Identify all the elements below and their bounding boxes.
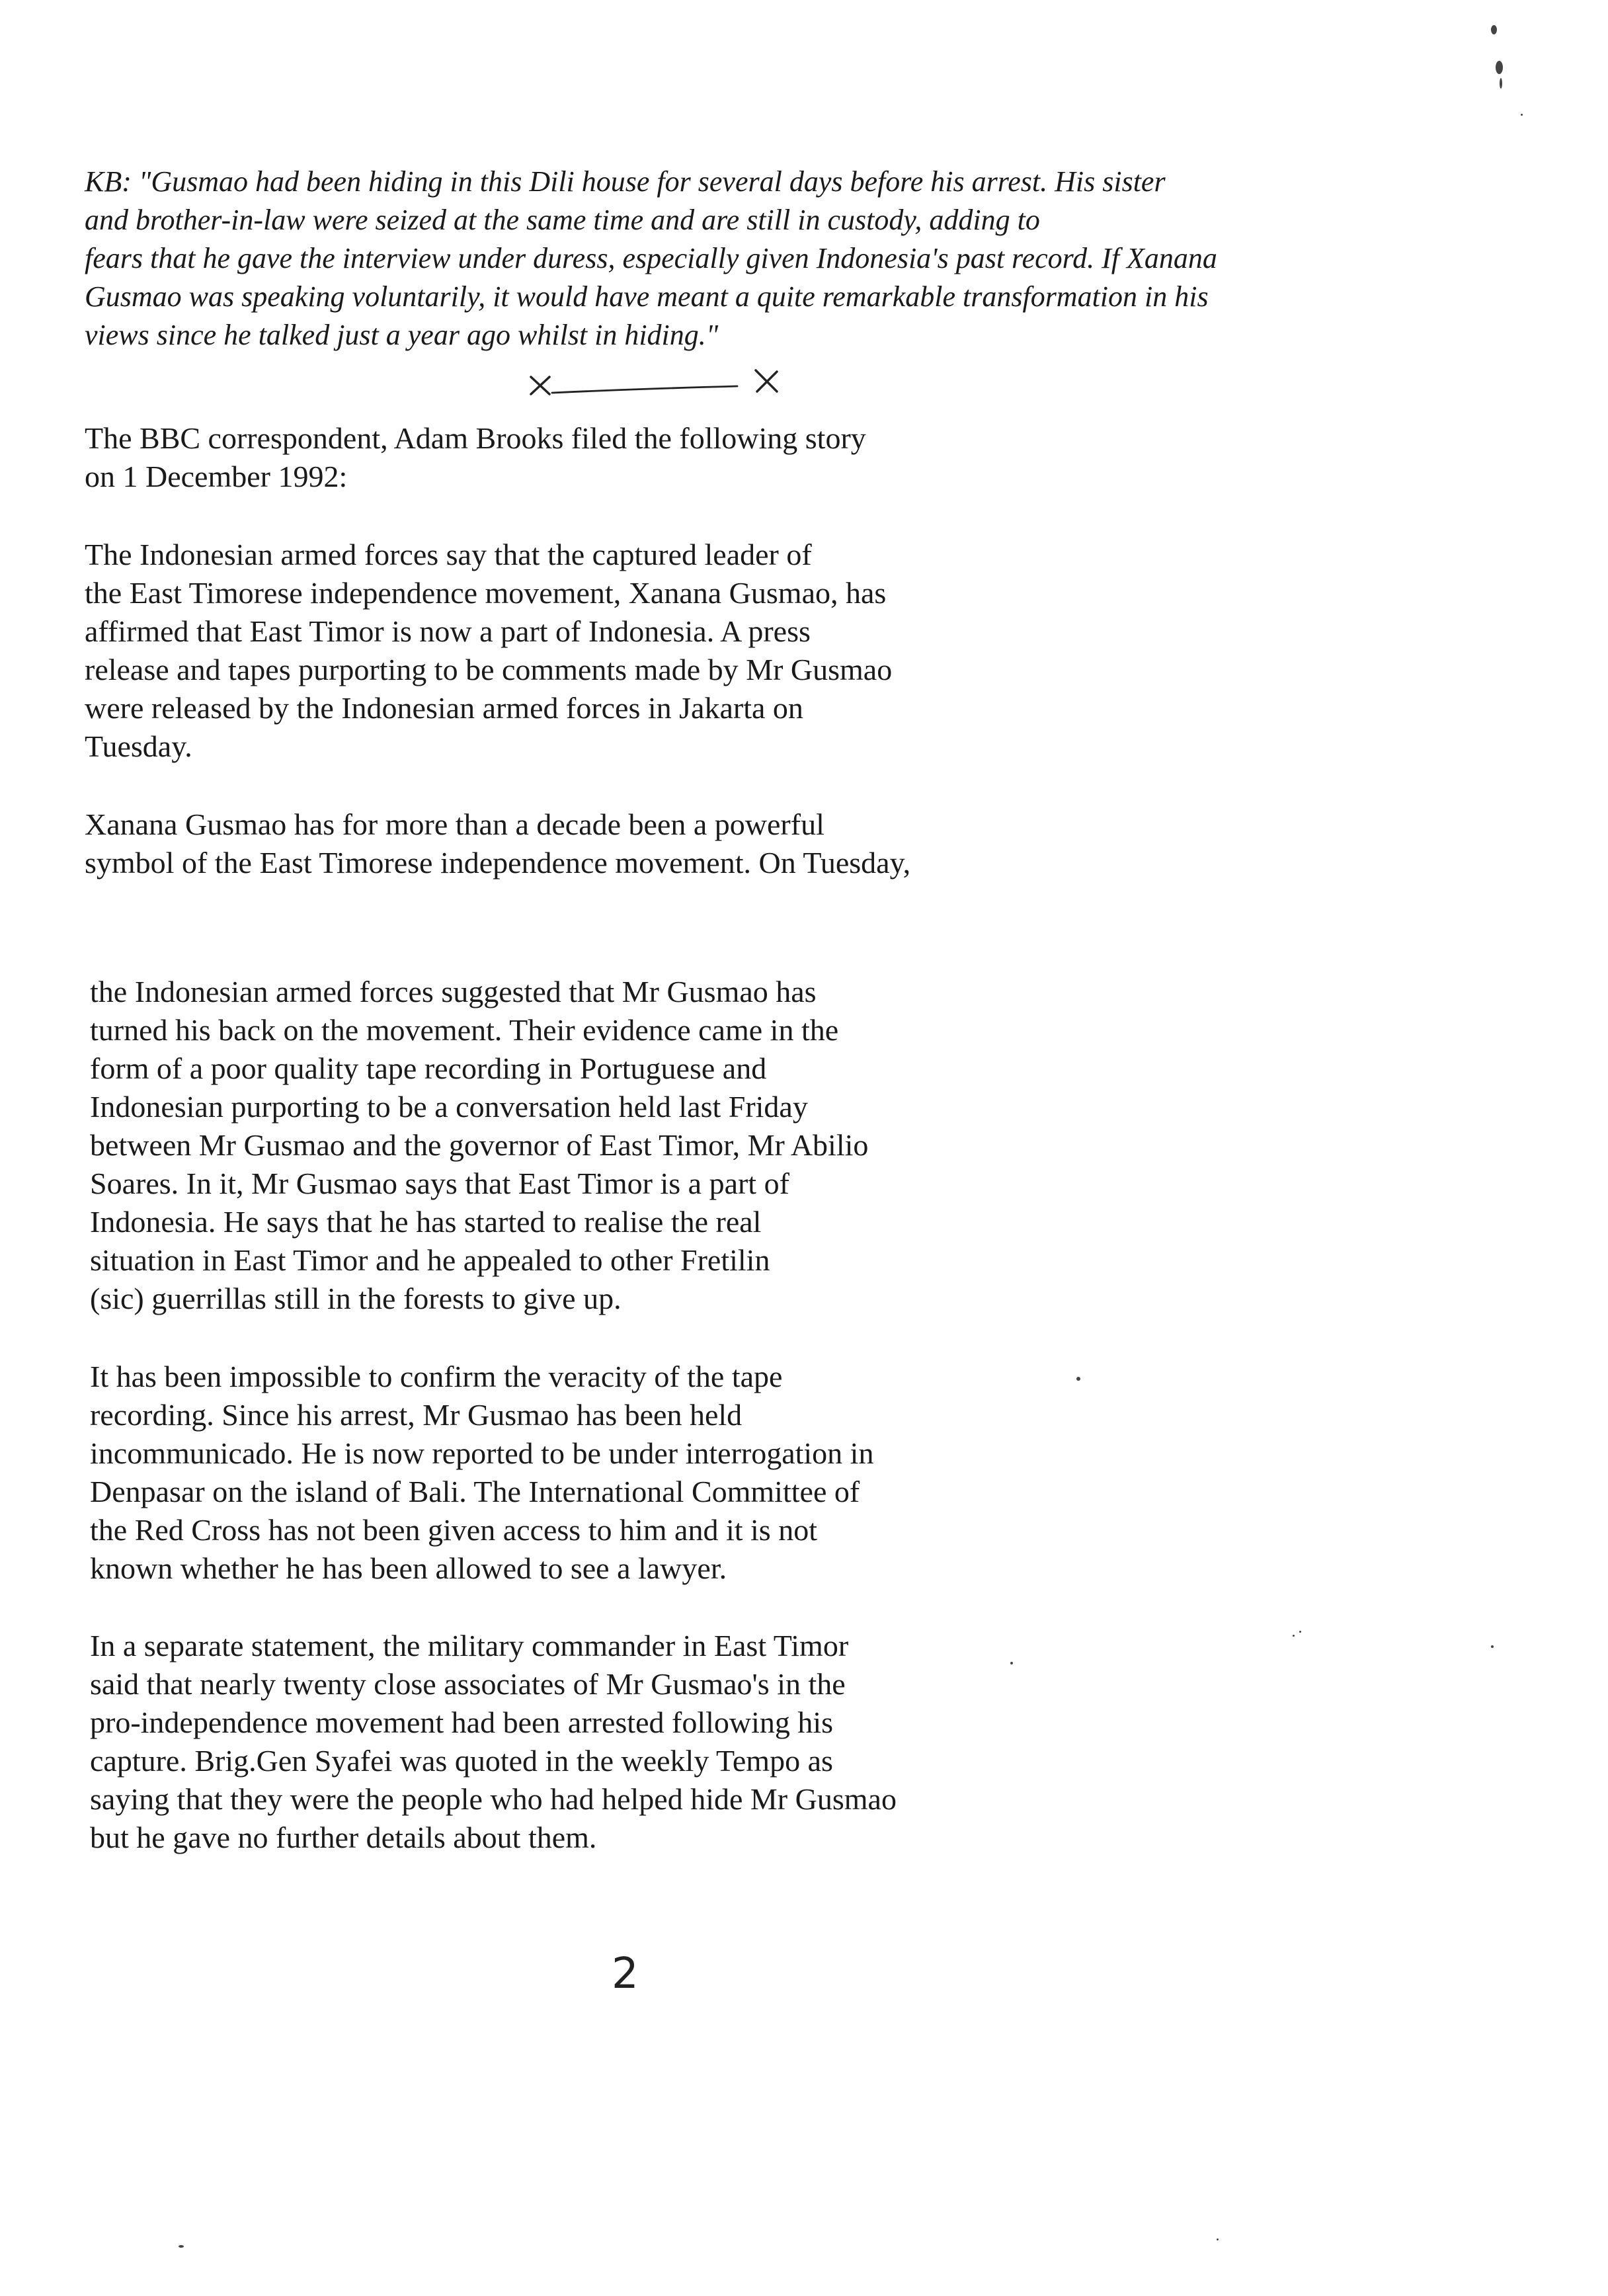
text-line: fears that he gave the interview under duress, especially given Indonesia's past record. If Xanana [85, 242, 1217, 274]
text-line: Soares. In it, Mr Gusmao says that East Timor is a part of [90, 1167, 789, 1200]
text-line: but he gave no further details about them. [90, 1821, 597, 1854]
text-line: the East Timorese independence movement, Xanana Gusmao, has [85, 576, 887, 610]
quote-paragraph [85, 163, 1407, 354]
scan-speck [1293, 1635, 1295, 1637]
text-line: the Red Cross has not been given access to him and it is not [90, 1513, 817, 1547]
scan-speck [1299, 1631, 1301, 1633]
text-line: known whether he has been allowed to see a lawyer. [90, 1551, 727, 1585]
text-line: Denpasar on the island of Bali. The International Committee of [90, 1475, 860, 1508]
handwritten-separator [526, 362, 797, 402]
text-line: affirmed that East Timor is now a part of Indonesia. A press [85, 614, 811, 648]
text-line: Gusmao was speaking voluntarily, it would have meant a quite remarkable transformation in his [85, 280, 1209, 313]
text-line: Indonesian purporting to be a conversation held last Friday [90, 1090, 808, 1124]
page-number: 2 [612, 1949, 639, 1998]
scan-speck [1491, 25, 1497, 34]
body-paragraph [85, 536, 1116, 766]
text-line: capture. Brig.Gen Syafei was quoted in the weekly Tempo as [90, 1744, 833, 1778]
text-line: on 1 December 1992: [85, 460, 348, 493]
text-line: It has been impossible to confirm the veracity of the tape [90, 1360, 783, 1393]
scan-speck [179, 2245, 184, 2248]
text-line: Xanana Gusmao has for more than a decade been a powerful [85, 807, 824, 841]
text-line: said that nearly twenty close associates of Mr Gusmao's in the [90, 1667, 846, 1701]
text-line: situation in East Timor and he appealed to other Fretilin [90, 1243, 770, 1277]
text-line: recording. Since his arrest, Mr Gusmao has been held [90, 1398, 743, 1432]
text-line: form of a poor quality tape recording in Portuguese and [90, 1051, 767, 1085]
text-line: and brother-in-law were seized at the same time and are still in custody, adding to [85, 204, 1040, 236]
scan-speck [1500, 78, 1502, 89]
scan-speck [1521, 114, 1523, 116]
intro-paragraph [85, 419, 1076, 496]
text-line: Indonesia. He says that he has started to realise the real [90, 1205, 762, 1239]
scan-speck [1217, 2238, 1219, 2240]
text-line: Tuesday. [85, 729, 192, 763]
text-line: release and tapes purporting to be comments made by Mr Gusmao [85, 653, 893, 686]
body-paragraph [90, 1627, 1148, 1857]
body-paragraph [90, 1358, 1148, 1588]
text-line: between Mr Gusmao and the governor of East Timor, Mr Abilio [90, 1128, 869, 1162]
text-line: symbol of the East Timorese independence movement. On Tuesday, [85, 846, 911, 880]
text-line: were released by the Indonesian armed forces in Jakarta on [85, 691, 803, 725]
text-line: pro-independence movement had been arrested following his [90, 1705, 834, 1739]
scan-speck [1496, 61, 1503, 74]
text-line: In a separate statement, the military commander in East Timor [90, 1629, 849, 1662]
scan-speck [1491, 1645, 1494, 1648]
text-line: the Indonesian armed forces suggested that Mr Gusmao has [90, 975, 817, 1008]
body-paragraph [85, 805, 1143, 882]
text-line: (sic) guerrillas still in the forests to give up. [90, 1282, 622, 1315]
text-line: KB: "Gusmao had been hiding in this Dili house for several days before his arrest. His sister [85, 165, 1166, 198]
text-line: The BBC correspondent, Adam Brooks filed the following story [85, 421, 866, 455]
text-line: turned his back on the movement. Their evidence came in the [90, 1013, 839, 1047]
text-line: saying that they were the people who had helped hide Mr Gusmao [90, 1782, 897, 1816]
text-line: views since he talked just a year ago whilst in hiding." [85, 319, 719, 351]
text-line: The Indonesian armed forces say that the captured leader of [85, 538, 812, 571]
body-paragraph [90, 973, 1148, 1318]
text-line: incommunicado. He is now reported to be under interrogation in [90, 1436, 874, 1470]
